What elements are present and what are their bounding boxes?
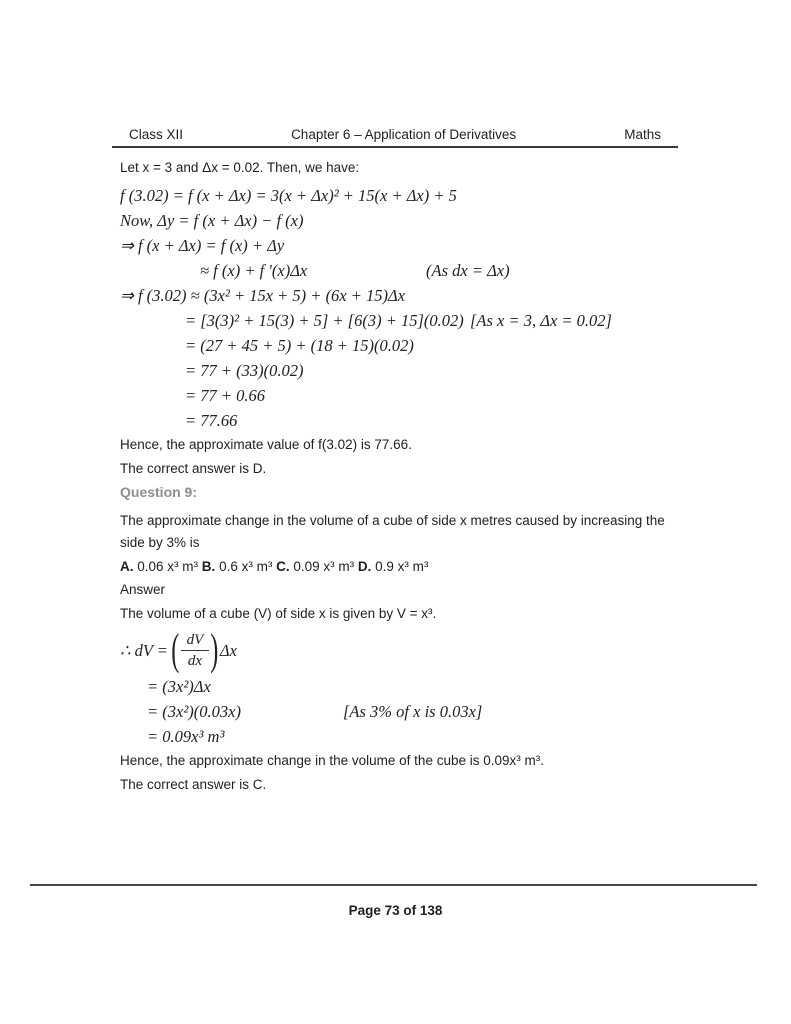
footer-divider — [30, 884, 757, 886]
equation-line-9 — [120, 386, 680, 405]
equation-line-12 — [120, 702, 680, 721]
option-b-value: 0.6 x³ m³ — [219, 559, 273, 574]
side-note: (As dx = Δx) — [426, 261, 510, 280]
conclusion-text-1: Hence, the approximate value of f(3.02) is 77.66. — [120, 437, 412, 452]
equation-text: ≈ f (x) + f ′(x)Δx — [200, 261, 308, 280]
option-a-label: A. — [120, 559, 134, 574]
option-d-label: D. — [357, 559, 372, 574]
equation-lead: ∴ dV = — [120, 640, 168, 660]
option-c-value: 0.09 x³ m³ — [293, 559, 355, 574]
equation-text: = 77.66 — [185, 411, 238, 430]
question-heading: Question 9: — [120, 484, 198, 500]
answer-text-2: The correct answer is C. — [120, 777, 267, 792]
dv-differential-equation — [120, 627, 680, 673]
page-header — [112, 127, 678, 148]
side-note: [As 3% of x is 0.03x] — [343, 702, 483, 721]
page-content — [120, 157, 680, 798]
option-c — [276, 559, 354, 574]
equation-line-7 — [120, 336, 680, 355]
header-subject-label: Maths — [624, 127, 661, 142]
equation-line-6 — [120, 311, 680, 330]
equation-line-2 — [120, 211, 680, 230]
equation-text: = (3x²)(0.03x) — [147, 702, 241, 721]
equation-text: = 77 + (33)(0.02) — [185, 361, 304, 380]
derivation-block-2 — [120, 627, 680, 746]
equation-text: f (3.02) = f (x + Δx) = 3(x + Δx)² + 15(x + Δx) + 5 — [120, 186, 457, 205]
conclusion-text-2: Hence, the approximate change in the volume of the cube is 0.09x³ m³. — [120, 753, 544, 768]
side-note: [As x = 3, Δx = 0.02] — [470, 311, 612, 330]
left-paren: ( — [171, 625, 180, 674]
equation-text: = (3x²)Δx — [147, 677, 211, 696]
equation-line-1 — [120, 186, 680, 205]
equation-line-10 — [120, 411, 680, 430]
equation-text: = 77 + 0.66 — [185, 386, 266, 405]
fraction-numerator: dV — [181, 631, 210, 651]
equation-line-13 — [120, 727, 680, 746]
equation-line-8 — [120, 361, 680, 380]
option-a — [120, 559, 198, 574]
equation-line-5 — [120, 286, 680, 305]
header-chapter-title: Chapter 6 – Application of Derivatives — [291, 127, 517, 142]
derivation-block-1 — [120, 186, 680, 430]
intro-text: Let x = 3 and Δx = 0.02. Then, we have: — [120, 160, 360, 175]
equation-text: Now, Δy = f (x + Δx) − f (x) — [120, 211, 304, 230]
right-paren: ) — [210, 625, 219, 674]
question-text: The approximate change in the volume of a cube of side x metres caused by increasing the side by 3% is — [120, 513, 665, 550]
equation-text: ⇒ f (3.02) ≈ (3x² + 15x + 5) + (6x + 15)Δx — [120, 286, 406, 305]
equation-line-11 — [120, 677, 680, 696]
answer-text-1: The correct answer is D. — [120, 461, 267, 476]
equation-line-4 — [120, 261, 680, 280]
option-d — [358, 559, 429, 574]
page-number: Page 73 of 138 — [348, 903, 443, 918]
answer-intro-text: The volume of a cube (V) of side x is given by V = x³. — [120, 606, 437, 621]
option-d-value: 0.9 x³ m³ — [375, 559, 429, 574]
option-a-value: 0.06 x³ m³ — [137, 559, 199, 574]
option-c-label: C. — [276, 559, 290, 574]
options-line — [120, 556, 680, 577]
equation-text: = [3(3)² + 15(3) + 5] + [6(3) + 15](0.02) — [185, 311, 464, 330]
option-b-label: B. — [201, 559, 216, 574]
header-class-label: Class XII — [129, 127, 184, 142]
option-b — [202, 559, 273, 574]
equation-text: = (27 + 45 + 5) + (18 + 15)(0.02) — [185, 336, 414, 355]
fraction-denominator: dx — [187, 652, 202, 669]
equation-tail: Δx — [219, 640, 237, 660]
fraction — [181, 631, 210, 670]
answer-section-label: Answer — [120, 582, 166, 597]
equation-text: ⇒ f (x + Δx) = f (x) + Δy — [120, 236, 285, 255]
equation-line-3 — [120, 236, 680, 255]
equation-text: = 0.09x³ m³ — [147, 727, 225, 746]
